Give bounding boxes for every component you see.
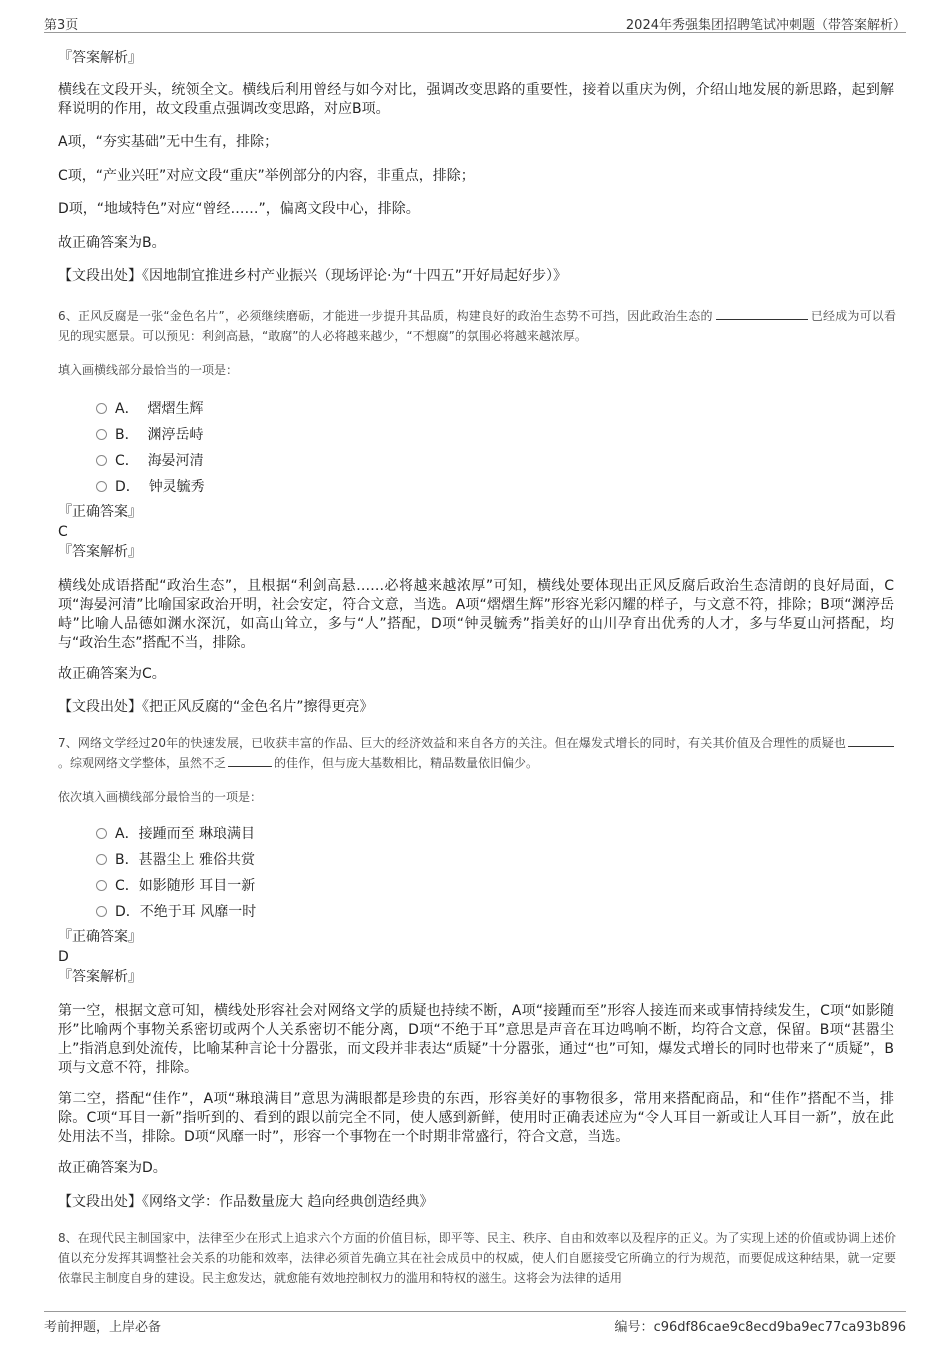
answer-conclusion: 故正确答案为D。 (58, 1160, 167, 1176)
analysis-option-c: C项，“产业兴旺”对应文段“重庆”举例部分的内容，非重点，排除； (58, 168, 475, 184)
radio-button-icon[interactable] (96, 429, 107, 440)
document-title: 2024年秀强集团招聘笔试冲刺题（带答案解析） (625, 18, 906, 33)
question-7-stem (58, 733, 896, 773)
question-6-stem-part1: 6、正风反腐是一张“金色名片”，必须继续磨砺，才能进一步提升其品质，构建良好的政治生态势不可挡，因此政治生态的 (58, 309, 713, 323)
correct-answer: C (58, 524, 68, 540)
option-text: 接踵而至 琳琅满目 (138, 826, 256, 842)
option-text: 甚嚣尘上 雅俗共赏 (138, 852, 256, 868)
analysis-paragraph: 第一空，根据文意可知，横线处形容社会对网络文学的质疑也持续不断，A项“接踵而至”形容人接连而来或事情持续发生，C项“如影随形”比喻两个事物关系密切或两个人关系密切不能分离，D项“不绝于耳”意思是声音在耳边鸣响不断，均符合文意，保留。B项“甚嚣尘上”指消息到处流传，比喻某种言论十分嚣张，而文段并非表达“质疑”十分嚣张，通过“也”可知，爆发式增长的同时也带来了“质疑”，B项与文意不符，排除。 (58, 1003, 894, 1076)
option-d[interactable]: D．不绝于耳 风靡一时 (96, 901, 256, 921)
option-text: 渊渟岳峙 (147, 427, 204, 443)
analysis-label: 『答案解析』 (58, 969, 142, 985)
answer-blank (848, 734, 894, 747)
analysis-option-a: A项，“夯实基础”无中生有，排除； (58, 134, 279, 150)
source-citation: 【文段出处】《把正风反腐的“金色名片”擦得更亮》 (58, 699, 374, 715)
option-b[interactable]: B． 渊渟岳峙 (96, 424, 204, 444)
option-c[interactable]: C．如影随形 耳目一新 (96, 875, 255, 895)
option-text: 钟灵毓秀 (148, 479, 205, 495)
question-6-prompt: 填入画横线部分最恰当的一项是： (58, 363, 239, 377)
analysis-label: 『答案解析』 (58, 50, 142, 66)
option-a[interactable]: A．接踵而至 琳琅满目 (96, 823, 255, 843)
question-7-stem-part3: 的佳作，但与庞大基数相比，精品数量依旧偏少。 (274, 756, 539, 770)
analysis-label: 『答案解析』 (58, 544, 142, 560)
footer-slogan: 考前押题，上岸必备 (44, 1320, 162, 1335)
page-footer (44, 1311, 906, 1334)
analysis-paragraph: 横线处成语搭配“政治生态”，且根据“利剑高悬……必将越来越浓厚”可知，横线处要体现出正风反腐后政治生态清朗的良好局面，C项“海晏河清”比喻国家政治开明，社会安定，符合文意，当选。A项“熠熠生辉”形容光彩闪耀的样子，与文意不符，排除；B项“渊渟岳峙”比喻人品德如渊水深沉，如高山耸立，多与“人”搭配，D项“钟灵毓秀”指美好的山川孕育出优秀的人才，多与华夏山河搭配，均与“政治生态”搭配不当，排除。 (58, 578, 894, 651)
radio-button-icon[interactable] (96, 906, 107, 917)
radio-button-icon[interactable] (96, 880, 107, 891)
answer-conclusion: 故正确答案为B。 (58, 235, 166, 251)
option-text: 如影随形 耳目一新 (138, 878, 256, 894)
question-7-prompt: 依次填入画横线部分最恰当的一项是： (58, 790, 263, 804)
source-citation: 【文段出处】《网络文学：作品数量庞大 趋向经典创造经典》 (58, 1194, 434, 1210)
analysis-option-d: D项，“地域特色”对应“曾经……”，偏离文段中心，排除。 (58, 201, 420, 217)
radio-button-icon[interactable] (96, 403, 107, 414)
document-serial: 编号：c96df86cae9c8ecd9ba9ec77ca93b896 (614, 1320, 906, 1335)
radio-button-icon[interactable] (96, 455, 107, 466)
option-text: 不绝于耳 风靡一时 (139, 904, 257, 920)
question-7-stem-part1: 7、网络文学经过20年的快速发展，已收获丰富的作品、巨大的经济效益和来自各方的关注。但在爆发式增长的同时，有关其价值及合理性的质疑也 (58, 736, 846, 750)
page-number: 第3页 (44, 18, 79, 33)
page-header (44, 12, 906, 33)
answer-blank (228, 754, 272, 767)
answer-conclusion: 故正确答案为C。 (58, 666, 166, 682)
option-text: 海晏河清 (147, 453, 204, 469)
correct-answer: D (58, 949, 69, 965)
radio-button-icon[interactable] (96, 828, 107, 839)
answer-blank (716, 307, 808, 320)
question-7-stem-part2: 。综观网络文学整体，虽然不乏 (58, 756, 227, 770)
analysis-paragraph: 横线在文段开头，统领全文。横线后利用曾经与如今对比，强调改变思路的重要性，接着以重庆为例，介绍山地发展的新思路，起到解释说明的作用，故文段重点强调改变思路，对应B项。 (58, 82, 894, 117)
option-a[interactable]: A． 熠熠生辉 (96, 398, 203, 418)
question-6-stem (58, 306, 896, 346)
option-text: 熠熠生辉 (147, 401, 204, 417)
option-d[interactable]: D． 钟灵毓秀 (96, 476, 205, 496)
option-b[interactable]: B．甚嚣尘上 雅俗共赏 (96, 849, 255, 869)
option-c[interactable]: C． 海晏河清 (96, 450, 204, 470)
question-8-stem: 8、在现代民主制国家中，法律至少在形式上追求六个方面的价值目标，即平等、民主、秩序、自由和效率以及程序的正义。为了实现上述的价值或协调上述价值以充分发挥其调整社会关系的功能和效率，法律必须首先确立其在社会成员中的权威，使人们自愿接受它所确立的行为规范，而要促成这种结果，就一定要依靠民主制度自身的建设。民主愈发达，就愈能有效地控制权力的滥用和特权的滋生。这将会为法律的适用 (58, 1231, 896, 1285)
radio-button-icon[interactable] (96, 481, 107, 492)
source-citation: 【文段出处】《因地制宜推进乡村产业振兴（现场评论·为“十四五”开好局起好步）》 (58, 268, 567, 284)
correct-answer-label: 『正确答案』 (58, 504, 142, 520)
correct-answer-label: 『正确答案』 (58, 929, 142, 945)
radio-button-icon[interactable] (96, 854, 107, 865)
analysis-paragraph: 第二空，搭配“佳作”，A项“琳琅满目”意思为满眼都是珍贵的东西，形容美好的事物很多，常用来搭配商品，和“佳作”搭配不当，排除。C项“耳目一新”指听到的、看到的跟以前完全不同，使人感到新鲜，使用时正确表述应为“令人耳目一新或让人耳目一新”，放在此处用法不当，排除。D项“风靡一时”，形容一个事物在一个时期非常盛行，符合文意，当选。 (58, 1091, 894, 1145)
question-6-stem-part2: 已经成为可以看见的现实愿景。可以预见：利剑高悬，“敢腐”的人必将越来越少，“不想腐”的氛围必将越来越浓厚。 (58, 309, 896, 343)
